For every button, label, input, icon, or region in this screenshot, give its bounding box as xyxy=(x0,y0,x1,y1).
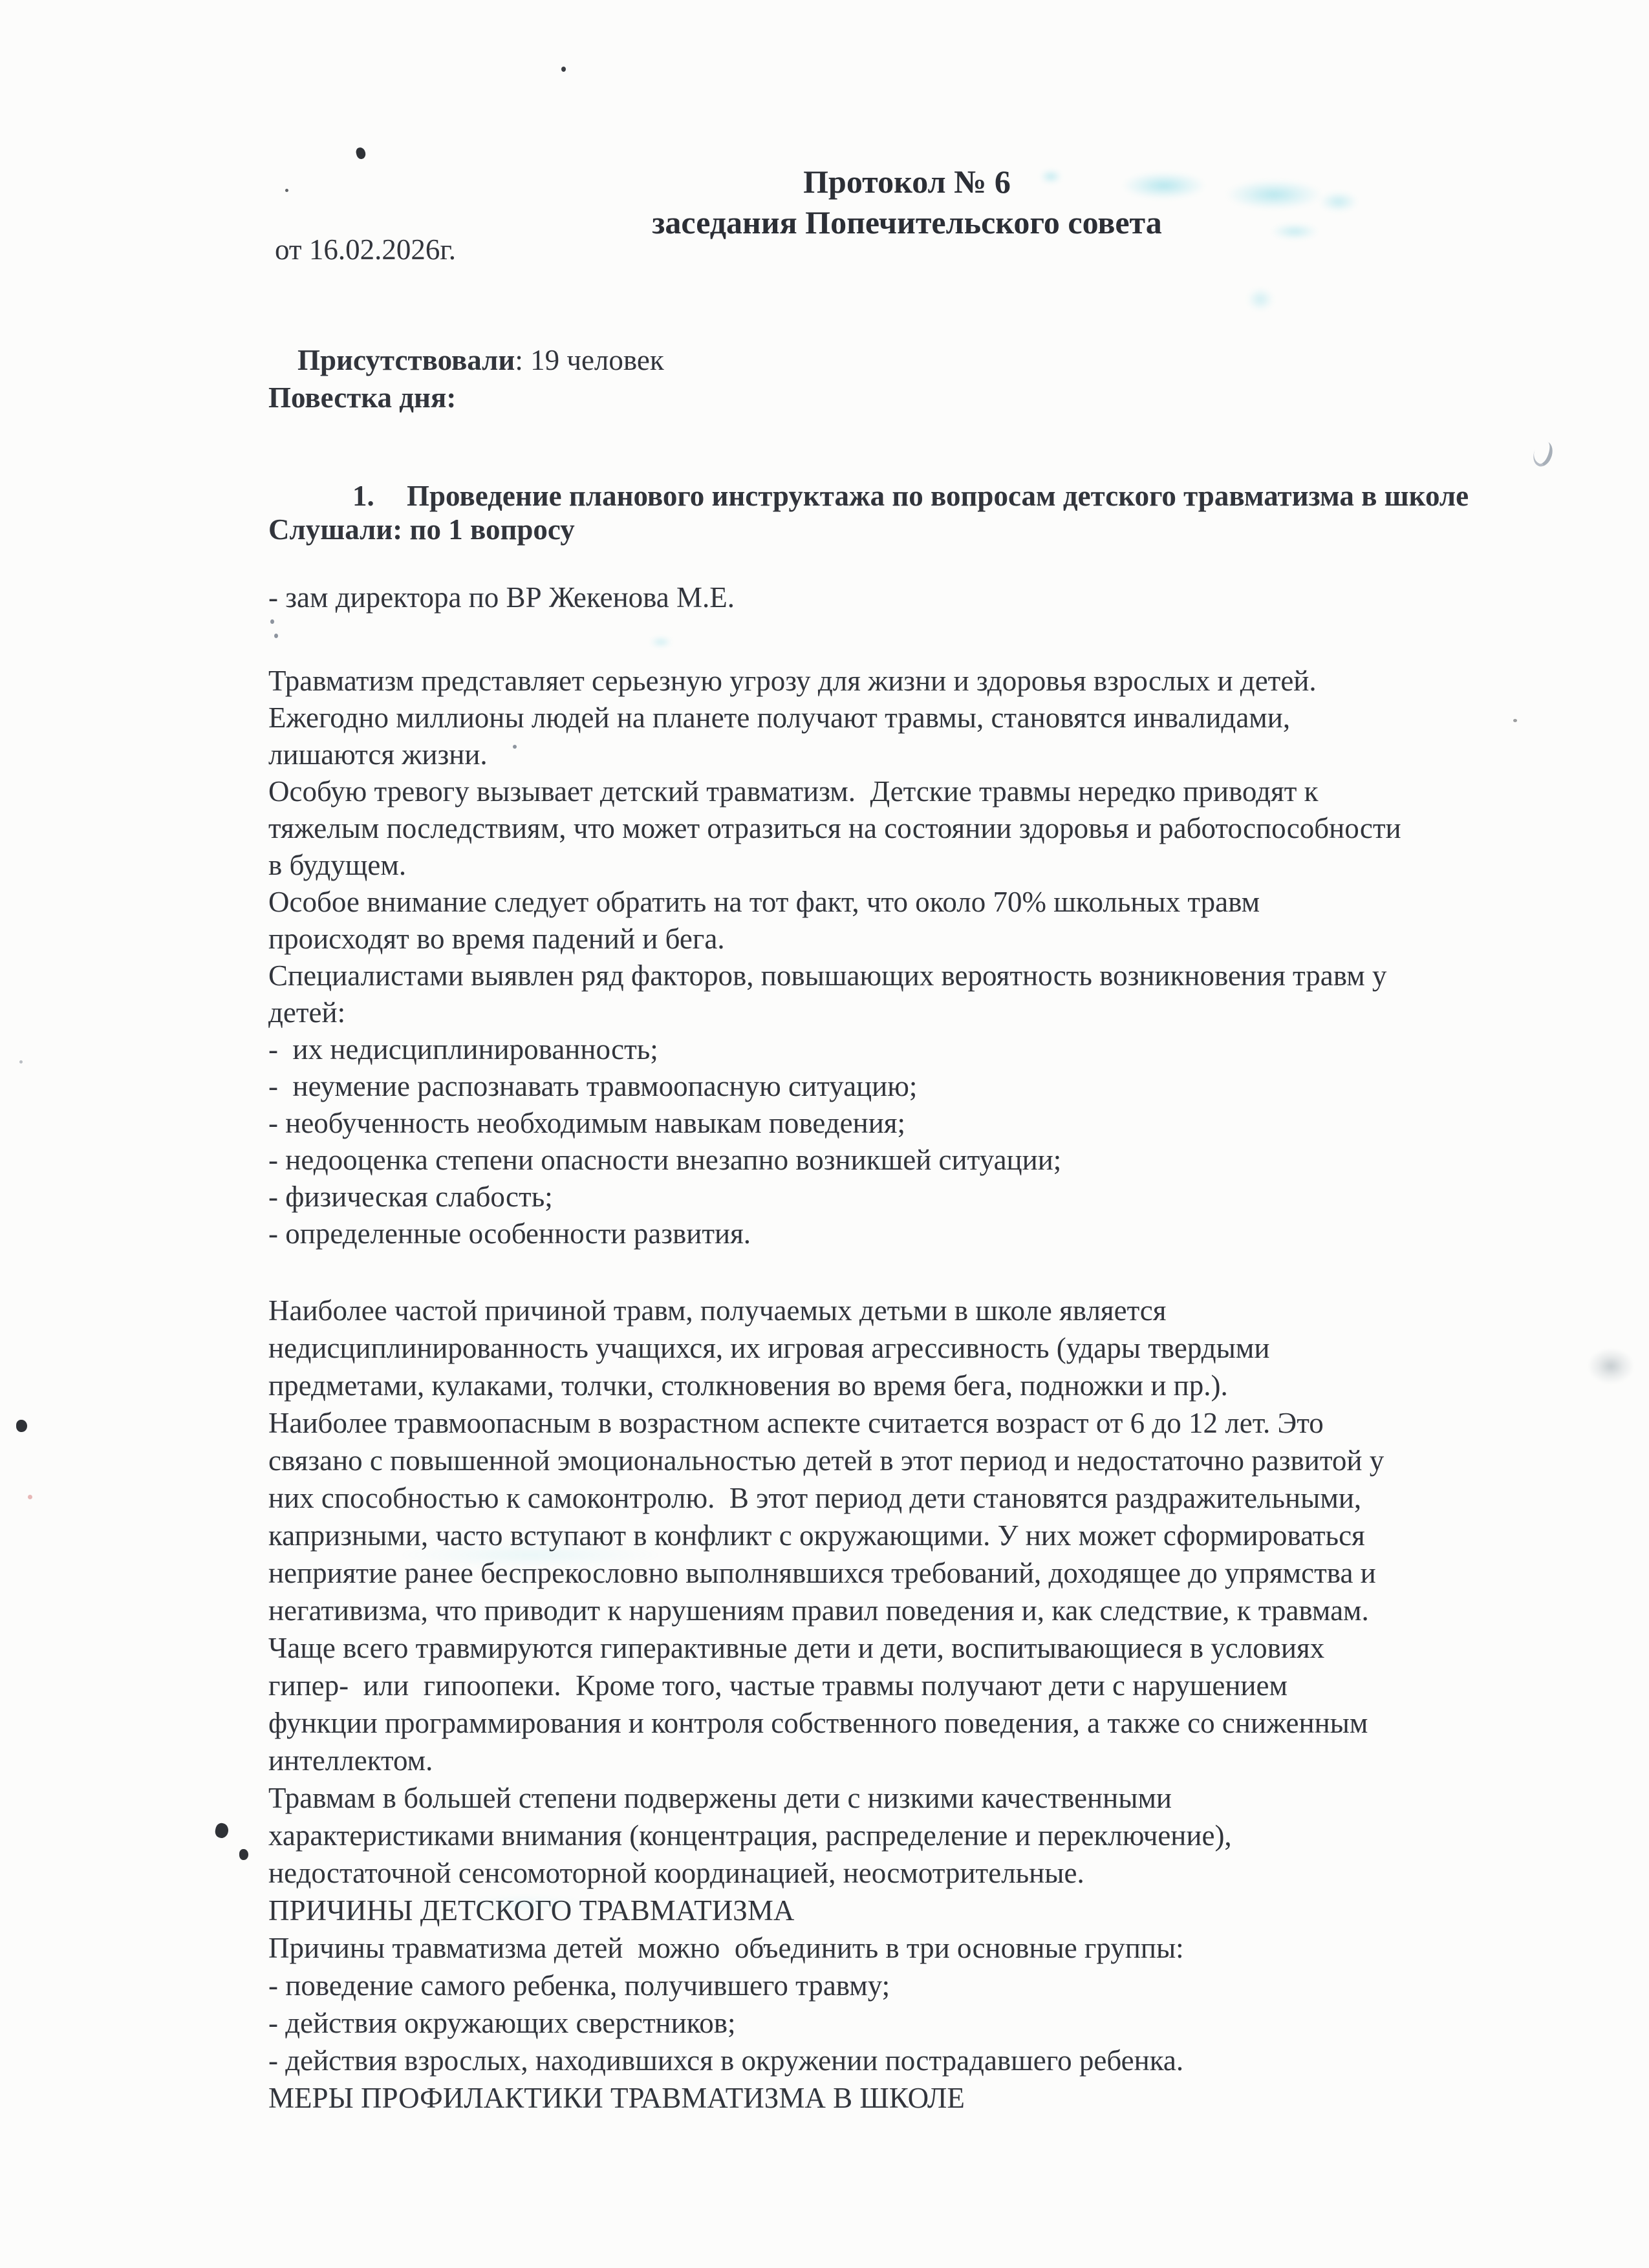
body-line: Наиболее травмоопасным в возрастном аспекте считается возраст от 6 до 12 лет. Это xyxy=(268,1407,1324,1439)
scan-dot xyxy=(270,619,274,624)
body-line: Ежегодно миллионы людей на планете получают травмы, становятся инвалидами, xyxy=(268,701,1291,734)
body-line: предметами, кулаками, толчки, столкновения во время бега, подножки и пр.). xyxy=(268,1369,1228,1402)
body-line: Наиболее частой причиной травм, получаемых детьми в школе является xyxy=(268,1294,1167,1327)
title-line-1: Протокол № 6 xyxy=(803,164,1011,200)
list-item-line: - неумение распознавать травмоопасную ситуацию; xyxy=(268,1070,918,1102)
body-line: интеллектом. xyxy=(268,1744,433,1777)
body-line: негативизма, что приводит к нарушениям правил поведения и, как следствие, к травмам. xyxy=(268,1594,1369,1627)
body-line: тяжелым последствиям, что может отразиться на состоянии здоровья и работоспособности xyxy=(268,812,1401,844)
list-item-line: - действия взрослых, находившихся в окружении пострадавшего ребенка. xyxy=(268,2044,1184,2077)
body-line: Чаще всего травмируются гиперактивные дети и дети, воспитывающиеся в условиях xyxy=(268,1632,1325,1664)
speaker-line: - зам директора по ВР Жекенова М.Е. xyxy=(268,581,735,614)
list-item-line: - определенные особенности развития. xyxy=(268,1217,751,1250)
scan-ink-blob xyxy=(16,1420,27,1432)
list-item-line: - физическая слабость; xyxy=(268,1181,553,1213)
body-line: функции программирования и контроля собственного поведения, а также со сниженным xyxy=(268,1707,1368,1739)
list-item-line: - необученность необходимым навыкам поведения; xyxy=(268,1107,906,1139)
body-line: Специалистами выявлен ряд факторов, повышающих вероятность возникновения травм у xyxy=(268,959,1387,992)
body-line: лишаются жизни. xyxy=(268,738,488,771)
attendees-value: : 19 человек xyxy=(515,343,664,376)
body-line: недостаточной сенсомоторной координацией, неосмотрительные. xyxy=(268,1857,1084,1889)
body-line: Причины травматизма детей можно объединить в три основные группы: xyxy=(268,1932,1184,1964)
body-line: гипер- или гипоопеки. Кроме того, частые травмы получают дети с нарушением xyxy=(268,1669,1288,1702)
body-line: в будущем. xyxy=(268,849,407,881)
attendees-label: Присутствовали xyxy=(297,343,515,376)
scan-cyan-mark xyxy=(1225,180,1322,209)
body-line: недисциплинированность учащихся, их игровая агрессивность (удары твердыми xyxy=(268,1332,1270,1364)
scan-cyan-mark xyxy=(1271,223,1319,240)
body-line: неприятие ранее беспрекословно выполнявшихся требований, доходящее до упрямства и xyxy=(268,1557,1376,1589)
body-block-2 xyxy=(268,1292,1562,2117)
scan-speck xyxy=(1513,719,1517,722)
agenda-item-number: 1. xyxy=(352,479,374,512)
body-line: происходят во время падений и бега. xyxy=(268,923,725,955)
section-heading-measures: МЕРЫ ПРОФИЛАКТИКИ ТРАВМАТИЗМА В ШКОЛЕ xyxy=(268,2082,965,2114)
scan-cyan-mark xyxy=(394,1542,666,1568)
scan-dot xyxy=(274,634,278,638)
body-line: них способностью к самоконтролю. В этот период дети становятся раздражительными, xyxy=(268,1482,1362,1514)
agenda-heading: Повестка дня: xyxy=(268,381,457,414)
body-line: Травматизм представляет серьезную угрозу для жизни и здоровья взрослых и детей. xyxy=(268,665,1317,697)
date-line: от 16.02.2026г. xyxy=(275,233,456,266)
scan-cyan-mark xyxy=(453,1894,595,1914)
scan-squiggle xyxy=(1529,438,1557,469)
list-item-line: - действия окружающих сверстников; xyxy=(268,2007,736,2039)
body-line: Особое внимание следует обратить на тот факт, что около 70% школьных травм xyxy=(268,886,1260,918)
scan-ink-blob xyxy=(214,1822,230,1839)
list-item-line: - недооценка степени опасности внезапно возникшей ситуации; xyxy=(268,1144,1062,1176)
body-block-1 xyxy=(268,663,1562,1252)
scan-cyan-mark xyxy=(1247,288,1274,311)
list-item-line: - поведение самого ребенка, получившего травму; xyxy=(268,1969,890,2002)
title-line-2: заседания Попечительского совета xyxy=(652,204,1162,241)
scan-speck xyxy=(285,189,288,192)
scan-cyan-mark xyxy=(1040,169,1062,184)
scan-cyan-mark xyxy=(1319,191,1358,212)
scan-cyan-mark xyxy=(1122,172,1206,199)
body-line: Травмам в большей степени подвержены дети с низкими качественными xyxy=(268,1782,1172,1814)
scan-speck xyxy=(561,67,566,72)
scan-dot xyxy=(19,1060,23,1064)
agenda-item-text: Проведение планового инструктажа по вопросам детского травматизма в школе xyxy=(407,479,1469,512)
list-item-line: - их недисциплинированность; xyxy=(268,1033,658,1065)
section-heading-causes: ПРИЧИНЫ ДЕТСКОГО ТРАВМАТИЗМА xyxy=(268,1894,795,1927)
body-line: характеристиками внимания (концентрация, распределение и переключение), xyxy=(268,1819,1232,1852)
body-line: связано с повышенной эмоциональностью детей в этот период и недостаточно развитой у xyxy=(268,1444,1385,1477)
scan-cyan-mark xyxy=(650,637,672,647)
body-line: капризными, часто вступают в конфликт с окружающими. У них может сформироваться xyxy=(268,1519,1365,1552)
listened-heading: Слушали: по 1 вопросу xyxy=(268,513,575,546)
body-line: детей: xyxy=(268,996,346,1029)
scan-dot xyxy=(513,745,517,749)
scan-dot-pink xyxy=(28,1495,32,1499)
scan-smudge xyxy=(1588,1348,1634,1384)
body-line: Особую тревогу вызывает детский травматизм. Детские травмы нередко приводят к xyxy=(268,775,1319,808)
scan-ink-blob xyxy=(355,146,367,160)
scan-ink-blob xyxy=(239,1849,248,1860)
